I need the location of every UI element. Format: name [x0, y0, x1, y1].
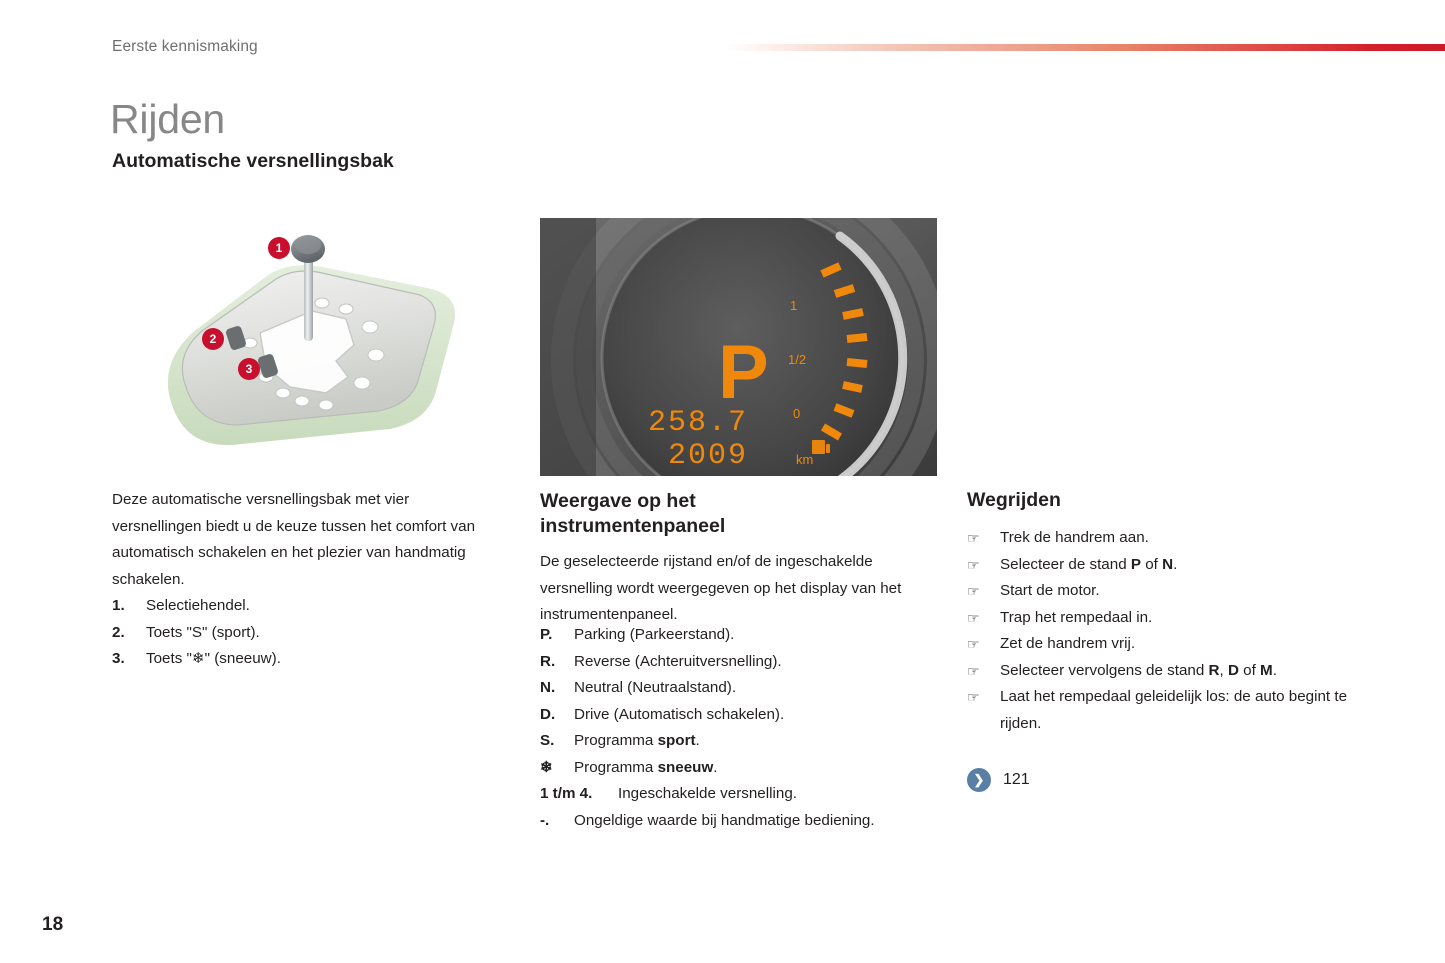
page-subtitle: Automatische versnellingsbak: [112, 150, 394, 172]
column3-bullet-list: [967, 525, 1367, 737]
list-item-key: S.: [540, 732, 555, 749]
svg-text:1: 1: [790, 298, 798, 313]
list-item: [540, 622, 940, 649]
gear-selector-drawing: [140, 215, 480, 465]
list-item-text: Trap het rempedaal in.: [1000, 608, 1153, 626]
pointing-hand-icon: ☞: [967, 609, 980, 626]
svg-text:km: km: [796, 452, 814, 467]
list-item: [540, 675, 940, 702]
header-rule: [727, 44, 1445, 51]
list-item-text: Trek de handrem aan.: [1000, 529, 1149, 546]
list-item: [112, 593, 487, 620]
list-item-text: Reverse (Achteruitversnelling).: [574, 652, 782, 670]
pointing-hand-icon: ☞: [967, 662, 980, 679]
list-item-key: -.: [540, 811, 550, 829]
svg-text:258.7: 258.7: [648, 406, 749, 440]
column1-body: [112, 487, 487, 673]
callout-1: 1: [268, 237, 290, 259]
pointing-hand-icon: ☞: [967, 583, 980, 599]
column3-heading: Wegrijden: [967, 489, 1061, 511]
list-item-key: R.: [540, 652, 556, 670]
emphasis: sneeuw: [657, 758, 714, 776]
list-item: [967, 684, 1367, 737]
callout-2: 2: [202, 328, 224, 350]
list-item: [540, 781, 940, 808]
column2-paragraph: De geselecteerde rijstand en/of de ingeschakelde versnelling wordt weergegeven op het display van het instrumentenpaneel.: [540, 553, 902, 623]
list-item-number: 2.: [112, 623, 125, 641]
page-arrow-icon: ❯: [967, 768, 991, 792]
list-item-text: Selecteer vervolgens de stand R, D of M.: [1000, 661, 1277, 679]
column1-paragraph: Deze automatische versnellingsbak met vier versnellingen biedt u de keuze tussen het comfort van automatisch schakelen en het plezier van handmatig schakelen.: [112, 491, 476, 588]
gear-selector-illustration: [140, 215, 480, 465]
list-item-text: Ongeldige waarde bij handmatige bediening.: [574, 811, 875, 829]
list-item-text: Zet de handrem vrij.: [1000, 635, 1136, 652]
list-item-text: Drive (Automatisch schakelen).: [574, 705, 785, 723]
list-item-key: N.: [540, 679, 556, 696]
list-item-key: P.: [540, 626, 553, 643]
list-item: [967, 658, 1367, 685]
list-item: [112, 646, 487, 673]
list-item: [540, 808, 940, 835]
page-title: Rijden: [110, 96, 226, 142]
column2-definition-list: [540, 622, 940, 834]
list-item-text: Selectiehendel.: [146, 597, 250, 614]
list-item: [967, 605, 1367, 632]
list-item: [967, 525, 1367, 552]
list-item-key: ❄: [540, 758, 553, 776]
list-item-text: Start de motor.: [1000, 582, 1100, 599]
list-item-text: Toets "❄" (sneeuw).: [146, 650, 281, 667]
list-item: [967, 631, 1367, 658]
page-cross-reference[interactable]: [967, 768, 1030, 792]
section-title: Eerste kennismaking: [112, 38, 258, 55]
list-item: [540, 755, 940, 782]
instrument-cluster-drawing: [540, 218, 937, 476]
column1-numbered-list: [112, 593, 487, 673]
pointing-hand-icon: ☞: [967, 556, 980, 573]
list-item-number: 1.: [112, 597, 125, 614]
list-item-text: Programma sport.: [574, 732, 700, 749]
list-item: [540, 728, 940, 755]
pointing-hand-icon: ☞: [967, 530, 980, 546]
list-item: [967, 578, 1367, 605]
svg-text:P: P: [718, 330, 771, 415]
list-item-key: 1 t/m 4.: [540, 785, 593, 802]
pointing-hand-icon: ☞: [967, 689, 980, 705]
page-reference-number: 121: [1003, 771, 1030, 788]
list-item-text: Toets "S" (sport).: [146, 623, 260, 641]
emphasis: sport: [657, 732, 696, 749]
column2-heading: Weergave op het instrumentenpaneel: [540, 490, 726, 537]
svg-text:1/2: 1/2: [788, 352, 807, 367]
list-item: [112, 620, 487, 647]
list-item-text: Laat het rempedaal geleidelijk los: de auto begint te rijden.: [1000, 688, 1348, 732]
list-item-text: Neutral (Neutraalstand).: [574, 679, 737, 696]
instrument-panel-photo: [540, 218, 937, 476]
list-item: [540, 702, 940, 729]
list-item-text: Programma sneeuw.: [574, 758, 718, 776]
list-item-key: D.: [540, 705, 556, 723]
svg-text:0: 0: [793, 406, 801, 421]
list-item: [967, 552, 1367, 579]
callout-3: 3: [238, 358, 260, 380]
list-item-number: 3.: [112, 650, 125, 667]
pointing-hand-icon: ☞: [967, 636, 980, 652]
list-item: [540, 649, 940, 676]
page-number: 18: [42, 914, 64, 935]
list-item-text: Ingeschakelde versnelling.: [618, 785, 797, 802]
list-item-text: Parking (Parkeerstand).: [574, 626, 735, 643]
svg-text:2009: 2009: [668, 439, 749, 473]
list-item-text: Selecteer de stand P of N.: [1000, 555, 1178, 573]
